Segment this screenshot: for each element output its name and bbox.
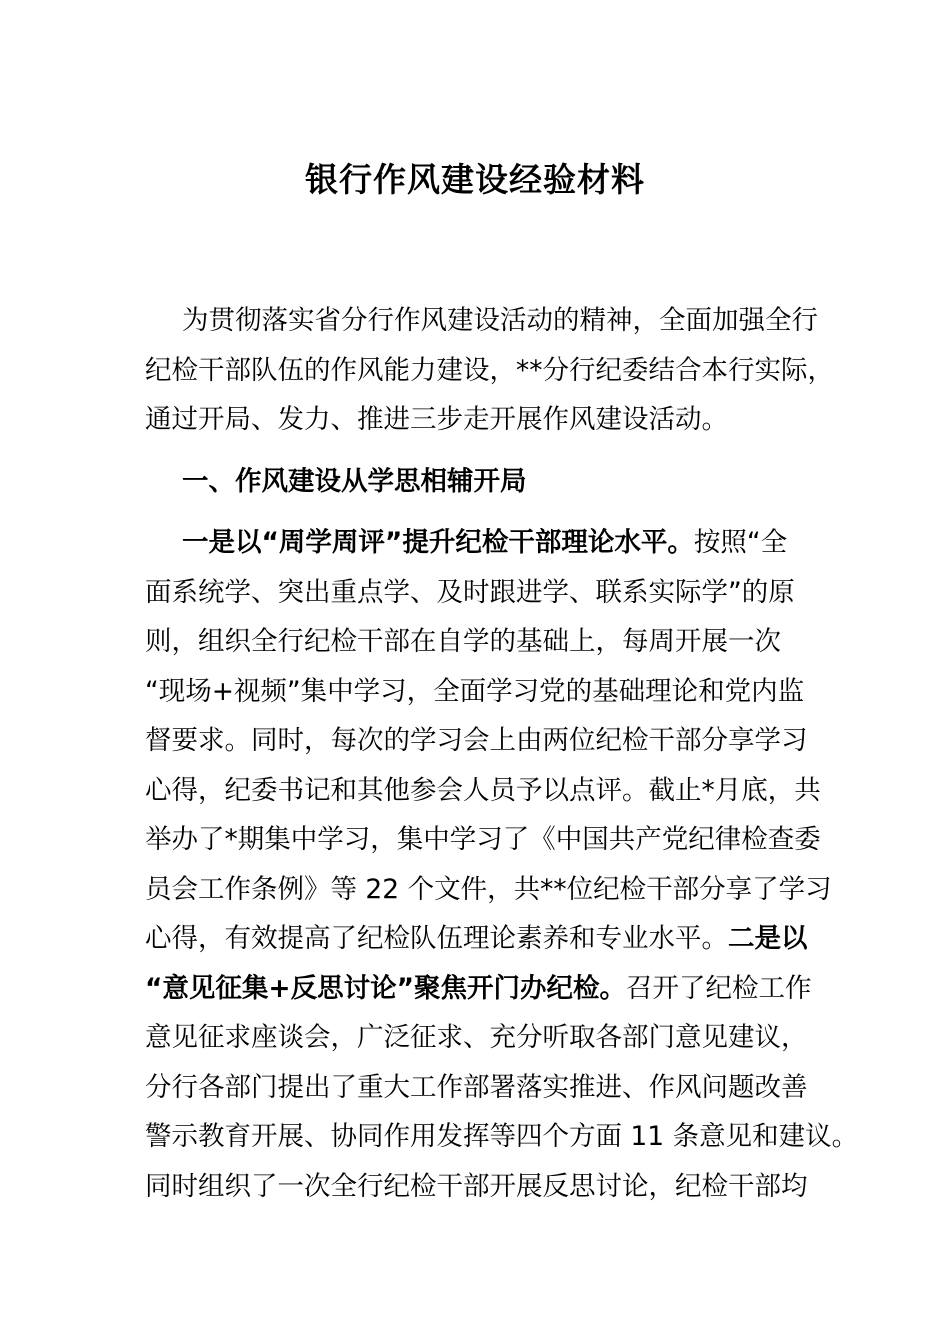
text-line: 分行各部门提出了重大工作部署落实推进、作风问题改善 xyxy=(145,1071,808,1103)
text-line: 警示教育开展、协同作用发挥等四个方面 11 条意见和建议。 xyxy=(145,1121,859,1152)
text-run: 召开了纪检工作 xyxy=(626,972,812,1004)
intro-paragraph xyxy=(145,296,834,445)
section-heading: 一、作风建设从学思相辅开局 xyxy=(182,465,527,497)
text-line: 为贯彻落实省分行作风建设活动的精神，全面加强全行 xyxy=(182,305,818,336)
bold-lead: “意见征集+反思讨论”聚焦开门办纪检。 xyxy=(145,972,627,1004)
text-line: 同时组织了一次全行纪检干部开展反思讨论，纪检干部均 xyxy=(145,1170,808,1202)
text-line xyxy=(145,518,825,568)
text-run: 按照“全 xyxy=(693,527,788,558)
text-line: 举办了*期集中学习，集中学习了《中国共产党纪律检查委 xyxy=(145,824,821,855)
document-body xyxy=(145,296,859,1211)
text-run: 心得，有效提高了纪检队伍理论素养和专业水平。 xyxy=(145,923,728,954)
bold-lead: 一是以“周学周评”提升纪检干部理论水平。 xyxy=(182,527,694,558)
text-line: 则，组织全行纪检干部在自学的基础上，每周开展一次 xyxy=(145,626,781,657)
text-line: “现场+视频”集中学习，全面学习党的基础理论和党内监 xyxy=(145,675,805,707)
text-line: 通过开局、发力、推进三步走开展作风建设活动。 xyxy=(145,404,728,435)
bold-lead: 二是以 xyxy=(728,923,808,954)
text-line: 意见征求座谈会，广泛征求、充分听取各部门意见建议， xyxy=(145,1022,808,1053)
text-line xyxy=(145,914,825,964)
text-line xyxy=(145,964,825,1014)
text-line: 督要求。同时，每次的学习会上由两位纪检干部分享学习 xyxy=(145,725,808,756)
document-title: 银行作风建设经验材料 xyxy=(305,160,645,199)
section1-paragraph xyxy=(145,518,859,1211)
text-line: 心得，纪委书记和其他参会人员予以点评。截止*月底，共 xyxy=(145,774,821,806)
text-line: 纪检干部队伍的作风能力建设，**分行纪委结合本行实际， xyxy=(145,354,834,386)
text-line: 面系统学、突出重点学、及时跟进学、联系实际学”的原 xyxy=(145,576,795,608)
text-line: 员会工作条例》等 22 个文件，共**位纪检干部分享了学习 xyxy=(145,873,832,905)
